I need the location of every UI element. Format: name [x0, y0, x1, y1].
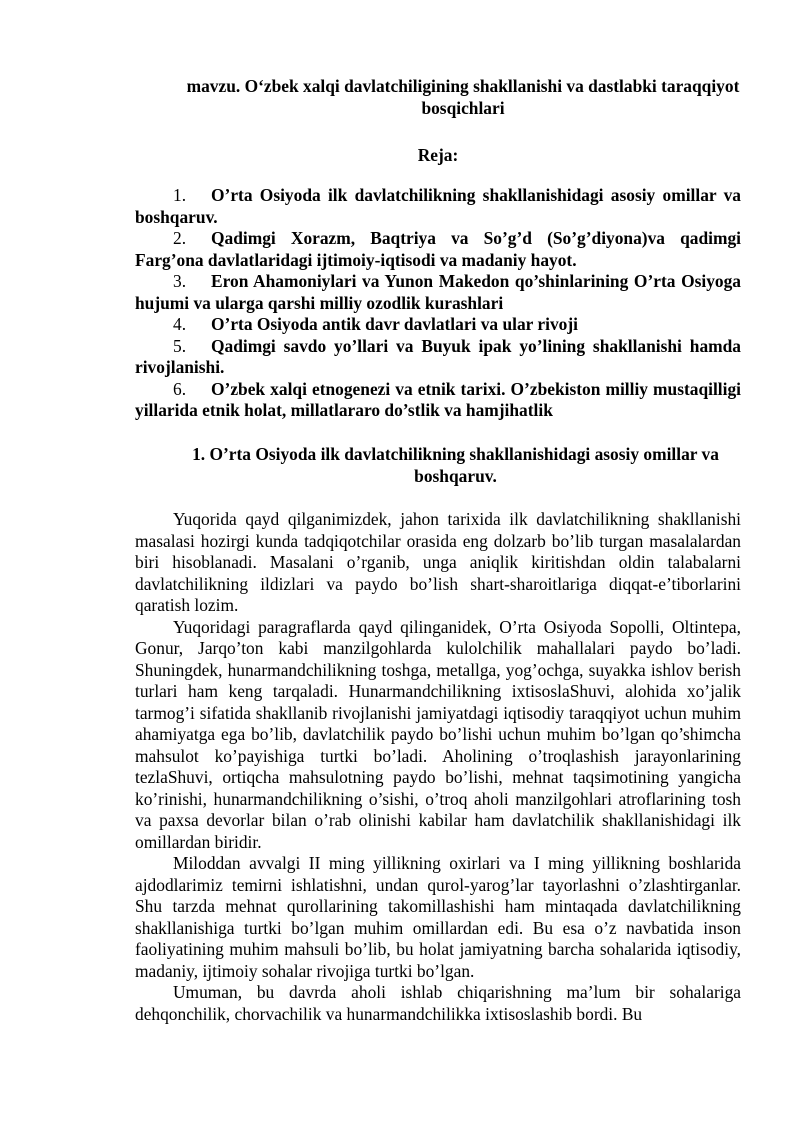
plan-item-number: 5.: [173, 335, 187, 356]
paragraph: Miloddan avvalgi II ming yillikning oxirlari va I ming yillikning boshlarida ajdodlarimiz temirni ishlatishni, undan qurol-yarog’lar tayorlashni o’zlashtirganlar. Shu tarzda mehnat qurollarining takomillashishi ham mintaqada davlatchilikning shakllanishiga turtki bo’lgan muhim omillardan edi. Bu esa o’z navbatida inson faoliyatining muhim mahsuli bo’lib, bu holat jamiyatning barcha sohalarida iqtisodiy, madaniy, ijtimoiy sohalar rivojiga turtki bo’lgan.: [135, 853, 741, 981]
section-title: 1. O’rta Osiyoda ilk davlatchilikning shakllanishidagi asosiy omillar va boshqaruv.: [192, 444, 719, 486]
plan-item-number: 3.: [173, 271, 187, 291]
plan-item: [135, 314, 741, 336]
plan-item: [135, 271, 741, 314]
document-title: mavzu. O‘zbek xalqi davlatchiligining shakllanishi va dastlabki taraqqiyot bosqichlari: [186, 76, 740, 118]
paragraph: Yuqorida qayd qilganimizdek, jahon tarixida ilk davlatchilikning shakllanishi masalasi hozirgi kunda tadqiqotchilar orasida eng dolzarb bo’lib turgan masalalardan biri hisoblanadi. Masalani o’rganib, unga aniqlik kiritishdan oldin talabalarni davlatchilikning ildizlari va paydo bo’lish shart-sharoitlariga diqqat-e’tiborlarini qaratish lozim.: [135, 509, 741, 615]
plan-item: [135, 336, 741, 379]
body-text: [135, 509, 741, 1025]
plan-item: [135, 228, 741, 271]
plan-item-number: 2.: [173, 228, 187, 248]
plan-item-text: Qadimgi Xorazm, Baqtriya va So’g’d (So’g’diyona)va qadimgi Farg’ona davlatlaridagi ijtimoiy-iqtisodi va madaniy hayot.: [135, 228, 741, 270]
plan-item-text: O’rta Osiyoda ilk davlatchilikning shakllanishidagi asosiy omillar va boshqaruv.: [135, 185, 741, 227]
plan-item: [135, 379, 741, 422]
paragraph: Yuqoridagi paragraflarda qayd qilinganidek, O’rta Osiyoda Sopolli, Oltintepa, Gonur, Jarqo’ton kabi manzilgohlarda kulolchilik mahallalari paydo bo’ladi. Shuningdek, hunarmandchilikning toshga, metallga, yog’ochga, suyakka ishlov berish turlari ham keng tarqaladi. Hunarmandchilikning ixtisoslaShuvi, alohida xo’jalik tarmog’i sifatida shakllanib rivojlanishi jamiyatdagi iqtisodiy taraqqiyot uchun muhim ahamiyatga ega bo’lib, davlatchilik paydo bo’lishi uchun muhim bo’lgan qo’shimcha mahsulot ko’payishiga turtki bo’ladi. Aholining o’troqlashish jarayonlarining tezlaShuvi, ortiqcha mahsulotning paydo bo’lishi, mehnat taqsimotining yangicha ko’rinishi, hunarmandchilikning o’sishi, o’troq aholi manzilgohlari atroflarining tosh va paxsa devorlar bilan o’rab olinishi kabilar ham davlatchilik shakllanishidagi ilk omillardan biridir.: [135, 616, 741, 852]
plan-item: [135, 185, 741, 228]
plan-item-text: O’rta Osiyoda antik davr davlatlari va ular rivoji: [211, 314, 578, 334]
plan-heading: Reja:: [417, 145, 459, 165]
plan-list: [135, 185, 741, 422]
paragraph: Umuman, bu davrda aholi ishlab chiqarishning ma’lum bir sohalariga dehqonchilik, chorvachilik va hunarmandchilikka ixtisoslashib bordi. Bu: [135, 982, 741, 1024]
plan-item-text: Qadimgi savdo yo’llari va Buyuk ipak yo’lining shakllanishi hamda rivojlanishi.: [135, 335, 741, 377]
plan-item-text: Eron Ahamoniylari va Yunon Makedon qo’shinlarining O’rta Osiyoga hujumi va ularga qarshi milliy ozodlik kurashlari: [135, 271, 741, 313]
plan-item-text: O’zbek xalqi etnogenezi va etnik tarixi. O’zbekiston milliy mustaqilligi yillarida etnik holat, millatlararo do’stlik va hamjihatlik: [135, 378, 741, 420]
plan-item-number: 6.: [173, 378, 187, 399]
plan-item-number: 1.: [173, 185, 187, 205]
plan-item-number: 4.: [173, 314, 187, 334]
